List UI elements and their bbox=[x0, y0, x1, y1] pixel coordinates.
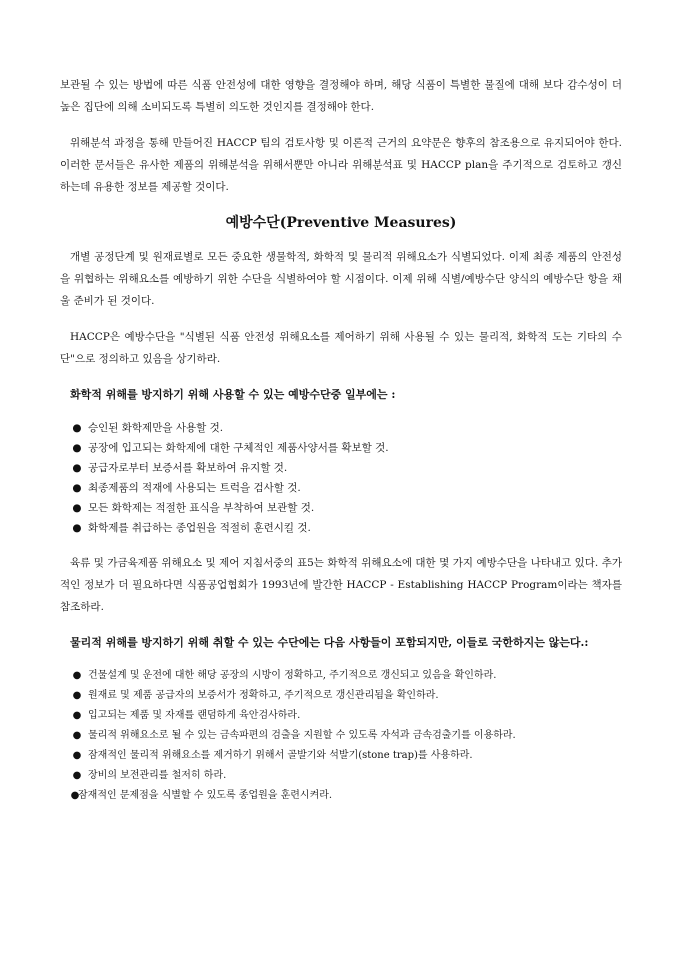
list-item-text: 입고되는 제품 및 자재를 랜덤하게 육안검사하라. bbox=[88, 710, 301, 721]
list-item-text: 승인된 화학제만을 사용할 것. bbox=[88, 422, 224, 434]
paragraph-haccp-team-review: 위해분석 과정을 통해 만들어진 HACCP 팀의 검토사항 및 이론적 근거의 요약문은 향후의 참조용으로 유지되어야 한다. 이러한 문서들은 유사한 제품의 위해분석을 위해서뿐만 아니라 위해분석표 및 HACCP plan을 주기적으로 검토하고 갱신하는데 유용한 정보를 제공할 것이다. bbox=[60, 137, 622, 193]
physical-measures-list bbox=[60, 666, 622, 806]
list-item-text: 모든 화학제는 적절한 표식을 부착하여 보관할 것. bbox=[88, 502, 315, 514]
bullet-icon: ● bbox=[72, 750, 82, 761]
chemical-measures-list bbox=[60, 418, 622, 538]
list-item bbox=[60, 686, 622, 706]
list-item-text: 최종제품의 적재에 사용되는 트럭을 검사할 것. bbox=[88, 482, 301, 494]
list-item bbox=[60, 726, 622, 746]
physical-hazard-heading: 물리적 위해를 방지하기 위해 취할 수 있는 수단에는 다음 사항들이 포함되지만, 이들로 국한하지는 않는다.: bbox=[70, 636, 589, 649]
paragraph-haccp-definition: HACCP은 예방수단을 "식별된 식품 안전성 위해요소를 제어하기 위해 사용될 수 있는 물리적, 화학적 도는 기타의 수단"으로 정의하고 있음을 상기하라. bbox=[60, 331, 622, 365]
list-item bbox=[60, 706, 622, 726]
bullet-icon: ● bbox=[72, 462, 82, 474]
bullet-icon: ● bbox=[72, 502, 82, 514]
list-item-text: 공장에 입고되는 화학제에 대한 구체적인 제품사양서를 확보할 것. bbox=[88, 442, 389, 454]
bullet-icon: ● bbox=[72, 442, 82, 454]
bullet-icon: ● bbox=[72, 690, 82, 701]
list-item-text: 원재료 및 제품 공급자의 보증서가 정확하고, 주기적으로 갱신관리됨을 확인하라. bbox=[88, 690, 439, 701]
list-item-text: 화학제를 취급하는 종업원을 적절히 훈련시킬 것. bbox=[88, 522, 311, 534]
paragraph-hazard-identification: 개별 공정단계 및 원재료별로 모든 중요한 생물학적, 화학적 및 물리적 위해요소가 식별되었다. 이제 최종 제품의 안전성을 위협하는 위해요소를 예방하기 위한 수단을 식별하여야 할 시점이다. 이제 위해 식별/예방수단 양식의 예방수단 항을 채울 준비가 된 것이다. bbox=[60, 251, 622, 307]
list-item bbox=[60, 418, 622, 438]
list-item bbox=[60, 766, 622, 786]
list-item-text: 물리적 위해요소로 될 수 있는 금속파편의 검출을 지원할 수 있도록 자석과 금속검출기를 이용하라. bbox=[88, 730, 516, 741]
bullet-icon: ● bbox=[72, 710, 82, 721]
list-item bbox=[60, 666, 622, 686]
list-item bbox=[60, 498, 622, 518]
list-item-text: 잠재적인 문제점을 식별할 수 있도록 종업원을 훈련시켜라. bbox=[78, 790, 333, 801]
bullet-icon: ● bbox=[72, 770, 82, 781]
bullet-icon: ● bbox=[72, 522, 82, 534]
paragraph-table5-reference: 육류 및 가금육제품 위해요소 및 제어 지침서중의 표5는 화학적 위해요소에 대한 몇 가지 예방수단을 나타내고 있다. 추가적인 정보가 더 필요하다면 식품공업협회가 1993년에 발간한 HACCP - Establishing HACCP Program이라는 책자를 참조하라. bbox=[60, 557, 622, 613]
list-item bbox=[60, 518, 622, 538]
list-item bbox=[60, 438, 622, 458]
chemical-hazard-heading: 화학적 위해를 방지하기 위해 사용할 수 있는 예방수단중 일부에는 : bbox=[70, 388, 396, 401]
list-item-text: 잠재적인 물리적 위해요소를 제거하기 위해서 골발기와 석발기(stone trap)를 사용하라. bbox=[88, 750, 473, 761]
bullet-icon: ● bbox=[72, 730, 82, 741]
section-title: 예방수단(Preventive Measures) bbox=[225, 215, 457, 231]
paragraph-storage-safety: 보관될 수 있는 방법에 따른 식품 안전성에 대한 영향을 결정해야 하며, 해당 식품이 특별한 물질에 대해 보다 감수성이 더 높은 집단에 의해 소비되도록 특별히 의도한 것인지를 결정해야 한다. bbox=[60, 79, 622, 113]
bullet-icon: ● bbox=[70, 790, 80, 801]
list-item bbox=[60, 458, 622, 478]
document-page bbox=[60, 74, 622, 806]
list-item bbox=[60, 746, 622, 766]
list-item-text: 건물설계 및 운전에 대한 해당 공장의 시방이 정확하고, 주기적으로 갱신되고 있음을 확인하라. bbox=[88, 670, 497, 681]
list-item bbox=[60, 786, 622, 806]
bullet-icon: ● bbox=[72, 422, 82, 434]
list-item bbox=[60, 478, 622, 498]
list-item-text: 공급자로부터 보증서를 확보하여 유지할 것. bbox=[88, 462, 288, 474]
list-item-text: 장비의 보전관리를 철저히 하라. bbox=[88, 770, 227, 781]
bullet-icon: ● bbox=[72, 482, 82, 494]
bullet-icon: ● bbox=[72, 670, 82, 681]
